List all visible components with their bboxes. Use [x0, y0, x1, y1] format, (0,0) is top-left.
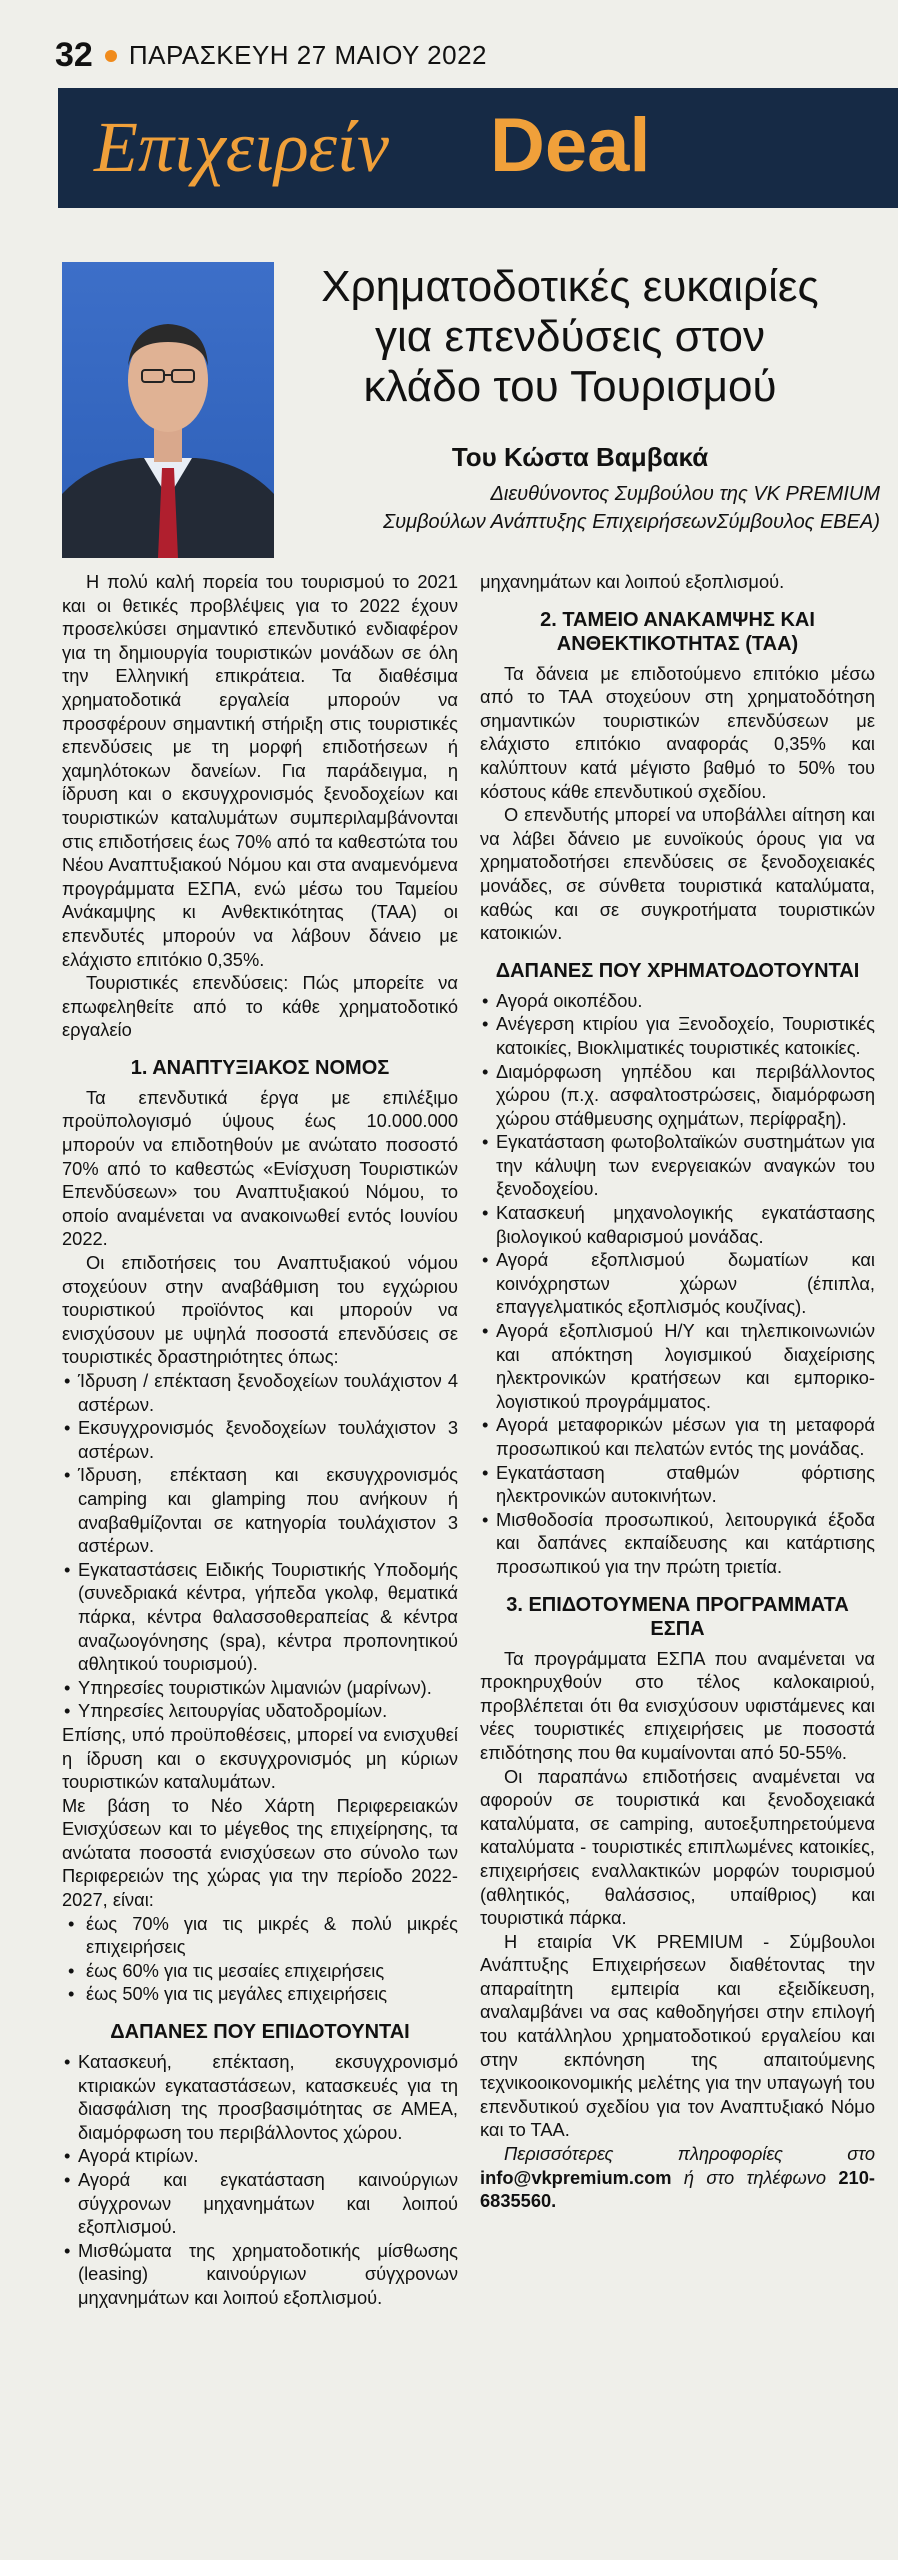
- list-item: • Αγορά και εγκατάσταση καινούργιων σύγχρονων μηχανημάτων και λοιπού εξοπλισμού.: [62, 2168, 458, 2239]
- section-banner: [58, 88, 898, 208]
- paragraph: Οι επιδοτήσεις του Αναπτυξιακού νόμου στοχεύουν στην αναβάθμιση του εγχώριου τουριστικού προϊόντος και μπορούν να ενισχύσουν με υψηλά ποσοστά επενδύσεις σε τουριστικές δραστηριότητες όπως:: [62, 1252, 458, 1368]
- paragraph: μηχανημάτων και λοιπού εξοπλισμού.: [480, 571, 785, 592]
- portrait-illustration-icon: [62, 262, 274, 558]
- section-title: 3. ΕΠΙΔΟΤΟΥΜΕΝΑ ΠΡΟΓΡΑΜΜΑΤΑ ΕΣΠΑ: [506, 1593, 849, 1640]
- orange-dot-icon: [105, 50, 117, 62]
- list-item: • Ανέγερση κτιρίου για Ξενοδοχείο, Τουριστικές κατοικίες, Βιοκλιματικές τουριστικές κατοικίες.: [480, 1012, 875, 1059]
- list-item: • Αγορά οικοπέδου.: [480, 989, 875, 1013]
- paragraph: Τα δάνεια με επιδοτούμενο επιτόκιο μέσω από το ΤΑΑ στοχεύουν στη χρηματοδότηση σημαντικών τουριστικών επενδύσεων με ελάχιστο επιτόκιο αναφοράς 0,35% και καλύπτουν κατά μέγιστο βαθμό το 50% του κόστους κάθε επενδυτικού σχεδίου.: [480, 662, 875, 802]
- section-title: 1. ΑΝΑΠΤΥΞΙΑΚΟΣ ΝΟΜΟΣ: [130, 1056, 390, 1079]
- bullet-list: [62, 1912, 458, 2006]
- paragraph: Επίσης, υπό προϋποθέσεις, μπορεί να ενισχυθεί η ίδρυση και ο εκσυγχρονισμός μη κύριων τουριστικών καταλυμάτων.: [62, 1723, 458, 1793]
- paragraph: Η εταιρία VK PREMIUM - Σύμβουλοι Ανάπτυξης Επιχειρήσεων διαθέτοντας την απαραίτητη εμπειρία και εξειδίκευση, αναλαμβάνει να σας καθοδηγήσει στην επιλογή του κατάλληλου χρηματοδοτικού εργαλείου και στην εκπόνηση της απαιτούμενης τεχνικοοικονομικής μελέτης για την υπαγωγή του επενδυτικού σχεδίου για τον Αναπτυξιακό Νόμο και το ΤΑΑ.: [480, 1930, 875, 2141]
- author-role-line: Συμβούλων Ανάπτυξης ΕπιχειρήσεωνΣύμβουλος ΕΒΕΑ): [383, 511, 880, 533]
- list-item: • Αγορά εξοπλισμού Η/Υ και τηλεπικοινωνιών και απόκτηση λογισμικού διαχείρισης ηλεκτρονικών κρατήσεων και εμπορικο-λογιστικού προγράμματος.: [480, 1319, 875, 1413]
- contact-paragraph: [480, 2142, 875, 2213]
- bullet-list: [480, 989, 875, 1579]
- list-item: • Εγκατάσταση φωτοβολταϊκών συστημάτων για την κάλυψη των ενεργειακών αναγκών του ξενοδοχείου.: [480, 1130, 875, 1201]
- bullet-list: [62, 1369, 458, 1723]
- paragraph: Οι παραπάνω επιδοτήσεις αναμένεται να αφορούν σε τουριστικά και ξενοδοχειακά καταλύματα, σε camping, αυτοεξυπηρετούμενα καταλύματα - τουριστικές επιπλωμένες κατοικίες, επιχειρήσεις εναλλακτικών μορφών τουρισμού (αθλητικός, θαλάσσιος, υπαίθριος) και τουριστικά πάρκα.: [480, 1765, 875, 1929]
- paragraph: Τα επενδυτικά έργα με επιλέξιμο προϋπολογισμό ύψους έως 10.000.000 μπορούν να επιδοτηθούν με ανώτατο ποσοστό 70% από το καθεστώς «Ενίσχυση Τουριστικών Επενδύσεων» του Αναπτυξιακού Νόμου, το οποίο αναμένεται να ανακοινωθεί εντός Ιουνίου 2022.: [62, 1086, 458, 1250]
- paragraph: Ο επενδυτής μπορεί να υποβάλλει αίτηση και να λάβει δάνειο με ευνοϊκούς όρους για να χρηματοδοτήσει επενδύσεις σε ξενοδοχειακές μονάδες, σε σύνθετα τουριστικά καταλύματα, καθώς και σε συγκροτήματα τουριστικών κατοικιών.: [480, 804, 875, 944]
- contact-phone: 210-6835560.: [480, 2166, 875, 2212]
- contact-mid: ή στο τηλέφωνο: [683, 2166, 827, 2188]
- section-title: 2. ΤΑΜΕΙΟ ΑΝΑΚΑΜΨΗΣ ΚΑΙ ΑΝΘΕΚΤΙΚΟΤΗΤΑΣ (ΤΑΑ): [540, 608, 815, 655]
- list-item: • Διαμόρφωση γηπέδου και περιβάλλοντος χώρου (π.χ. ασφαλτοστρώσεις, διαμόρφωση χώρου στάθμευσης οχημάτων, περίφραξη).: [480, 1060, 875, 1131]
- list-item: • έως 50% για τις μεγάλες επιχειρήσεις: [62, 1982, 458, 2006]
- banner-word-bold: Deal: [490, 103, 651, 188]
- list-item: • Κατασκευή, επέκταση, εκσυγχρονισμό κτιριακών εγκαταστάσεων, κατασκευές για τη διασφάλιση της προσβασιμότητας σε ΑΜΕΑ, διαμόρφωση του περιβάλλοντος χώρου.: [62, 2050, 458, 2144]
- list-item: • Εγκαταστάσεις Ειδικής Τουριστικής Υποδομής (συνεδριακά κέντρα, γήπεδα γκολφ, θεματικά πάρκα, κέντρα θαλασσοθεραπείας & κέντρα αναζωογόνησης (spa), κέντρα προπονητικού αθλητικού τουρισμού).: [62, 1558, 458, 1676]
- list-item: • Μισθώματα της χρηματοδοτικής μίσθωσης (leasing) καινούργιων σύγχρονων μηχανημάτων και λοιπού εξοπλισμού.: [62, 2239, 458, 2310]
- intro-paragraph: Η πολύ καλή πορεία του τουρισμού το 2021 και οι θετικές προβλέψεις για το 2022 έχουν προσελκύσει σημαντικό επενδυτικό ενδιαφέρον για τη δημιουργία τουριστικών μονάδων σε όλη την Ελληνική επικράτεια. Τα διαθέσιμα χρηματοδοτικά εργαλεία μπορούν να προσφέρουν σημαντική στήριξη στις τουριστικές επενδύσεις με τη μορφή επιδοτήσεων ή χαμηλότοκων δανείων. Για παράδειγμα, η ίδρυση και ο εκσυγχρονισμός ξενοδοχείων και τουριστικών καταλυμάτων συμπεριλαμβάνονται στις επιδοτήσεις έως 70% από τα καθεστώτα του Νέου Αναπτυξιακού Νόμου και στα αναμενόμενα προγράμματα ΕΣΠΑ, ενώ μέσω του Ταμείου Ανάκαμψης κι Ανθεκτικότητας (ΤΑΑ) οι επενδυτές μπορούν να λάβουν δάνειο με ελάχιστο επιτόκιο 0,35%.: [62, 571, 458, 970]
- list-item: • Υπηρεσίες λειτουργίας υδατοδρομίων.: [62, 1699, 458, 1723]
- column-right: [480, 570, 875, 2213]
- headline-line: Χρηματοδοτικές ευκαιρίες: [321, 262, 819, 311]
- section-title: ΔΑΠΑΝΕΣ ΠΟΥ ΕΠΙΔΟΤΟΥΝΤΑΙ: [110, 2021, 410, 2044]
- paragraph: Τα προγράμματα ΕΣΠΑ που αναμένεται να προκηρυχθούν στο τέλος καλοκαιριού, προβλέπεται ότι θα ενισχύσουν υφιστάμενες και νέες τουριστικές επιχειρήσεις με ποσοστά επιδότησης που θα κυμαίνονται από 50-55%.: [480, 1647, 875, 1763]
- list-item: • Ίδρυση, επέκταση και εκσυγχρονισμός camping και glamping που ανήκουν ή αναβαθμίζονται σε κατηγορία τουλάχιστον 3 αστέρων.: [62, 1463, 458, 1557]
- headline-line: για επενδύσεις στον: [375, 312, 765, 361]
- bullet-list: [62, 2050, 458, 2310]
- page-number: 32: [55, 36, 93, 74]
- question-paragraph: Τουριστικές επενδύσεις: Πώς μπορείτε να επωφεληθείτε από το κάθε χρηματοδοτικό εργαλείο: [62, 972, 458, 1041]
- list-item: • έως 70% για τις μικρές & πολύ μικρές επιχειρήσεις: [62, 1912, 458, 1959]
- list-item: • Αγορά εξοπλισμού δωματίων και κοινόχρηστων χώρων (έπιπλα, επαγγελματικός εξοπλισμός κουζίνας).: [480, 1248, 875, 1319]
- page-header: [55, 36, 487, 75]
- headline-line: κλάδο του Τουρισμού: [363, 362, 777, 411]
- banner-word-italic: Επιχειρείν: [94, 107, 389, 187]
- paragraph: Με βάση το Νέο Χάρτη Περιφερειακών Ενισχύσεων και το μέγεθος της επιχείρησης, τα ανώτατα ποσοστά ενισχύσεων στο σύνολο των Περιφερειών της χώρας για την περίοδο 2022-2027, είναι:: [62, 1794, 458, 1911]
- column-left: [62, 570, 458, 2310]
- list-item: • Κατασκευή μηχανολογικής εγκατάστασης βιολογικού καθαρισμού μονάδας.: [480, 1201, 875, 1248]
- list-item: • έως 60% για τις μεσαίες επιχειρήσεις: [62, 1959, 458, 1983]
- author-role-line: Διευθύνοντος Συμβούλου της VK PREMIUM: [490, 483, 880, 505]
- section-title: ΔΑΠΑΝΕΣ ΠΟΥ ΧΡΗΜΑΤΟΔΟΤΟΥΝΤΑΙ: [495, 959, 860, 982]
- list-item: • Υπηρεσίες τουριστικών λιμανιών (μαρίνων).: [62, 1676, 458, 1700]
- list-item: • Μισθοδοσία προσωπικού, λειτουργικά έξοδα και δαπάνες εκπαίδευσης και κατάρτισης προσωπικού για την πρώτη τριετία.: [480, 1508, 875, 1579]
- author-name: Του Κώστα Βαμβακά: [451, 442, 709, 472]
- list-item: • Αγορά μεταφορικών μέσων για τη μεταφορά προσωπικού και πελατών εντός της μονάδας.: [480, 1413, 875, 1460]
- list-item: • Ίδρυση / επέκταση ξενοδοχείων τουλάχιστον 4 αστέρων.: [62, 1369, 458, 1416]
- author-roles: [270, 480, 880, 536]
- list-item: • Εγκατάσταση σταθμών φόρτισης ηλεκτρονικών αυτοκινήτων.: [480, 1461, 875, 1508]
- list-item: • Αγορά κτιρίων.: [62, 2144, 458, 2168]
- article-headline: [290, 262, 850, 412]
- list-item: • Εκσυγχρονισμός ξενοδοχείων τουλάχιστον 3 αστέρων.: [62, 1416, 458, 1463]
- contact-lead: Περισσότερες πληροφορίες στο: [504, 2143, 875, 2165]
- author-photo: [62, 262, 274, 558]
- issue-date: ΠΑΡΑΣΚΕΥΗ 27 ΜΑΙΟΥ 2022: [128, 40, 487, 70]
- contact-email[interactable]: info@vkpremium.com: [480, 2166, 672, 2188]
